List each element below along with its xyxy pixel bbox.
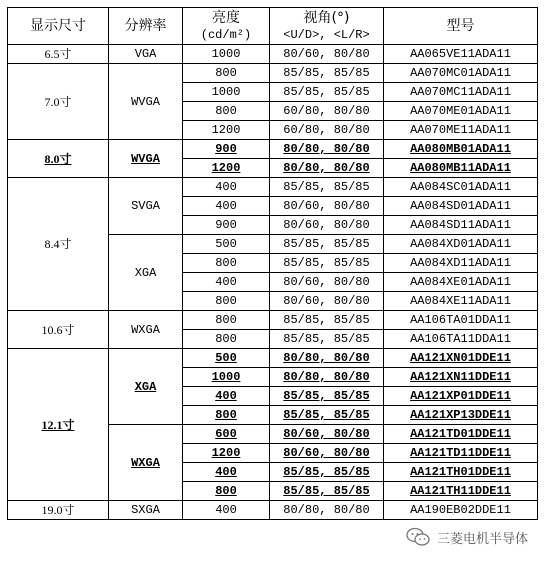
- brightness-cell: 1000: [183, 368, 270, 387]
- brightness-cell: 800: [183, 311, 270, 330]
- size-cell: 19.0寸: [8, 501, 109, 520]
- viewing-angle-cell: 80/80, 80/80: [270, 368, 384, 387]
- model-cell: AA121TH01DDE11: [384, 463, 538, 482]
- resolution-cell: SXGA: [109, 501, 183, 520]
- viewing-angle-cell: 85/85, 85/85: [270, 387, 384, 406]
- table-row: [8, 45, 538, 64]
- viewing-angle-cell: 85/85, 85/85: [270, 311, 384, 330]
- size-cell: 12.1寸: [8, 349, 109, 501]
- model-cell: AA084XD11ADA11: [384, 254, 538, 273]
- viewing-angle-cell: 85/85, 85/85: [270, 235, 384, 254]
- brightness-cell: 400: [183, 387, 270, 406]
- viewing-angle-cell: 85/85, 85/85: [270, 406, 384, 425]
- viewing-angle-cell: 60/80, 80/80: [270, 102, 384, 121]
- viewing-angle-cell: 80/60, 80/80: [270, 425, 384, 444]
- resolution-cell: SVGA: [109, 178, 183, 235]
- model-cell: AA121TD01DDE11: [384, 425, 538, 444]
- brightness-cell: 1200: [183, 444, 270, 463]
- model-cell: AA070ME11ADA11: [384, 121, 538, 140]
- brightness-cell: 800: [183, 102, 270, 121]
- model-cell: AA121XN11DDE11: [384, 368, 538, 387]
- viewing-angle-cell: 85/85, 85/85: [270, 64, 384, 83]
- header-brightness-label: 亮度: [212, 9, 240, 26]
- size-cell: 10.6寸: [8, 311, 109, 349]
- model-cell: AA121TH11DDE11: [384, 482, 538, 501]
- resolution-cell: XGA: [109, 235, 183, 311]
- model-cell: AA121XP13DDE11: [384, 406, 538, 425]
- brightness-cell: 800: [183, 330, 270, 349]
- brightness-cell: 400: [183, 501, 270, 520]
- model-cell: AA084XE01ADA11: [384, 273, 538, 292]
- model-cell: AA084SC01ADA11: [384, 178, 538, 197]
- brightness-cell: 500: [183, 235, 270, 254]
- table-row: [8, 140, 538, 159]
- viewing-angle-cell: 85/85, 85/85: [270, 463, 384, 482]
- brightness-cell: 800: [183, 406, 270, 425]
- viewing-angle-cell: 80/80, 80/80: [270, 349, 384, 368]
- table-row: [8, 349, 538, 368]
- size-cell: 8.4寸: [8, 178, 109, 311]
- resolution-cell: WVGA: [109, 64, 183, 140]
- brightness-cell: 800: [183, 64, 270, 83]
- table-row: [8, 178, 538, 197]
- table-row: [8, 311, 538, 330]
- viewing-angle-cell: 80/60, 80/80: [270, 197, 384, 216]
- header-viewing-angle: [270, 8, 384, 45]
- viewing-angle-cell: 85/85, 85/85: [270, 330, 384, 349]
- header-viewing-angle-label: 视角(°): [303, 9, 350, 26]
- model-cell: AA070MC01ADA11: [384, 64, 538, 83]
- model-cell: AA084XE11ADA11: [384, 292, 538, 311]
- viewing-angle-cell: 60/80, 80/80: [270, 121, 384, 140]
- model-cell: AA084SD01ADA11: [384, 197, 538, 216]
- model-cell: AA106TA01DDA11: [384, 311, 538, 330]
- model-cell: AA070ME01ADA11: [384, 102, 538, 121]
- spec-table-body: [8, 45, 538, 520]
- brightness-cell: 800: [183, 254, 270, 273]
- viewing-angle-cell: 85/85, 85/85: [270, 178, 384, 197]
- viewing-angle-cell: 85/85, 85/85: [270, 482, 384, 501]
- header-size: 显示尺寸: [8, 8, 109, 45]
- wechat-icon: [405, 527, 431, 547]
- watermark: [405, 527, 528, 547]
- resolution-cell: WXGA: [109, 425, 183, 501]
- model-cell: AA065VE11ADA11: [384, 45, 538, 64]
- model-cell: AA106TA11DDA11: [384, 330, 538, 349]
- viewing-angle-cell: 80/60, 80/80: [270, 292, 384, 311]
- viewing-angle-cell: 80/80, 80/80: [270, 501, 384, 520]
- model-cell: AA080MB11ADA11: [384, 159, 538, 178]
- brightness-cell: 1200: [183, 159, 270, 178]
- resolution-cell: WXGA: [109, 311, 183, 349]
- brightness-cell: 800: [183, 482, 270, 501]
- header-row: [8, 8, 538, 45]
- model-cell: AA121TD11DDE11: [384, 444, 538, 463]
- viewing-angle-cell: 85/85, 85/85: [270, 254, 384, 273]
- spec-table: [7, 7, 538, 520]
- resolution-cell: XGA: [109, 349, 183, 425]
- model-cell: AA080MB01ADA11: [384, 140, 538, 159]
- brightness-cell: 400: [183, 273, 270, 292]
- brightness-cell: 400: [183, 178, 270, 197]
- viewing-angle-cell: 85/85, 85/85: [270, 83, 384, 102]
- brightness-cell: 900: [183, 216, 270, 235]
- viewing-angle-cell: 80/60, 80/80: [270, 45, 384, 64]
- resolution-cell: WVGA: [109, 140, 183, 178]
- model-cell: AA190EB02DDE11: [384, 501, 538, 520]
- viewing-angle-cell: 80/60, 80/80: [270, 444, 384, 463]
- model-cell: AA084XD01ADA11: [384, 235, 538, 254]
- brightness-cell: 600: [183, 425, 270, 444]
- size-cell: 8.0寸: [8, 140, 109, 178]
- header-resolution: 分辨率: [109, 8, 183, 45]
- brightness-cell: 1000: [183, 45, 270, 64]
- table-row: [8, 64, 538, 83]
- brightness-cell: 1200: [183, 121, 270, 140]
- brightness-cell: 400: [183, 197, 270, 216]
- resolution-cell: VGA: [109, 45, 183, 64]
- model-cell: AA084SD11ADA11: [384, 216, 538, 235]
- model-cell: AA121XP01DDE11: [384, 387, 538, 406]
- viewing-angle-cell: 80/80, 80/80: [270, 140, 384, 159]
- size-cell: 7.0寸: [8, 64, 109, 140]
- header-brightness-unit: (cd/m²): [200, 27, 252, 42]
- header-viewing-angle-sub: <U/D>, <L/R>: [283, 27, 370, 42]
- model-cell: AA070MC11ADA11: [384, 83, 538, 102]
- viewing-angle-cell: 80/80, 80/80: [270, 159, 384, 178]
- brightness-cell: 400: [183, 463, 270, 482]
- brightness-cell: 500: [183, 349, 270, 368]
- model-cell: AA121XN01DDE11: [384, 349, 538, 368]
- size-cell: 6.5寸: [8, 45, 109, 64]
- header-brightness: [183, 8, 270, 45]
- brightness-cell: 1000: [183, 83, 270, 102]
- viewing-angle-cell: 80/60, 80/80: [270, 273, 384, 292]
- watermark-text: 三菱电机半导体: [437, 531, 529, 547]
- header-model: 型号: [384, 8, 538, 45]
- brightness-cell: 900: [183, 140, 270, 159]
- brightness-cell: 800: [183, 292, 270, 311]
- viewing-angle-cell: 80/60, 80/80: [270, 216, 384, 235]
- table-row: [8, 501, 538, 520]
